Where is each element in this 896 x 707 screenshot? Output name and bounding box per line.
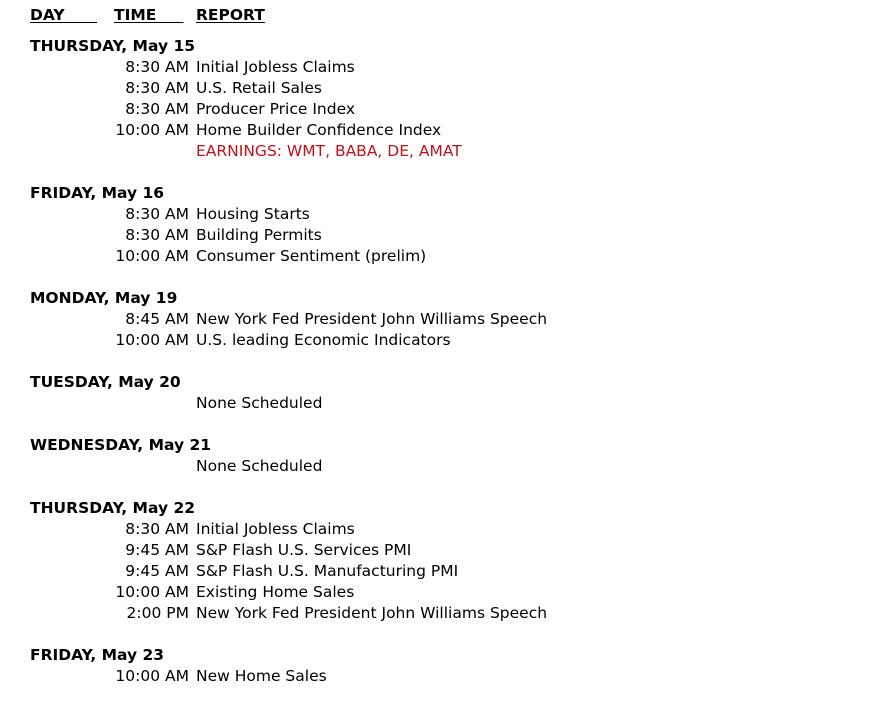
- day-block: [30, 435, 870, 477]
- event-row: [30, 204, 870, 225]
- day-title: THURSDAY, May 22: [30, 499, 196, 517]
- event-time: 2:00 PM: [126, 604, 189, 622]
- header-time: TIME: [114, 6, 184, 24]
- day-title: WEDNESDAY, May 21: [30, 436, 212, 454]
- event-time: 9:45 AM: [125, 541, 189, 559]
- event-time: 10:00 AM: [115, 331, 189, 349]
- event-time: 10:00 AM: [115, 583, 189, 601]
- day-title: MONDAY, May 19: [30, 289, 178, 307]
- event-row: [30, 603, 870, 624]
- event-row: [30, 456, 870, 477]
- event-row: [30, 330, 870, 351]
- event-time: 10:00 AM: [115, 121, 189, 139]
- event-report: Producer Price Index: [196, 100, 356, 118]
- event-report: Existing Home Sales: [196, 583, 355, 601]
- event-time: 10:00 AM: [115, 247, 189, 265]
- event-report: None Scheduled: [196, 457, 323, 475]
- event-row: [30, 393, 870, 414]
- event-row: [30, 120, 870, 141]
- event-report: Housing Starts: [196, 205, 310, 223]
- event-row: [30, 99, 870, 120]
- day-block: [30, 288, 870, 351]
- event-row: [30, 519, 870, 540]
- day-title: FRIDAY, May 23: [30, 646, 165, 664]
- event-time: 8:30 AM: [125, 58, 189, 76]
- day-list: [30, 36, 870, 687]
- event-row: [30, 225, 870, 246]
- event-row: [30, 540, 870, 561]
- economic-calendar: [30, 4, 870, 687]
- earnings-report: EARNINGS: WMT, BABA, DE, AMAT: [196, 142, 462, 160]
- event-time: 8:30 AM: [125, 520, 189, 538]
- event-report: Initial Jobless Claims: [196, 520, 355, 538]
- event-time: 8:30 AM: [125, 100, 189, 118]
- header-report: REPORT: [196, 6, 265, 24]
- header-day: DAY: [30, 6, 97, 24]
- day-block: [30, 372, 870, 414]
- event-row: [30, 141, 870, 162]
- day-title: THURSDAY, May 15: [30, 37, 196, 55]
- event-time: 9:45 AM: [125, 562, 189, 580]
- event-time: 8:30 AM: [125, 79, 189, 97]
- day-block: [30, 498, 870, 624]
- event-row: [30, 246, 870, 267]
- event-report: S&P Flash U.S. Manufacturing PMI: [196, 562, 459, 580]
- column-headers: [30, 4, 870, 26]
- event-report: S&P Flash U.S. Services PMI: [196, 541, 412, 559]
- event-row: [30, 561, 870, 582]
- day-title: TUESDAY, May 20: [30, 373, 181, 391]
- event-report: Home Builder Confidence Index: [196, 121, 442, 139]
- event-report: Initial Jobless Claims: [196, 58, 355, 76]
- day-block: [30, 36, 870, 162]
- event-row: [30, 57, 870, 78]
- event-time: 8:30 AM: [125, 205, 189, 223]
- event-report: New Home Sales: [196, 667, 327, 685]
- event-row: [30, 309, 870, 330]
- day-block: [30, 645, 870, 687]
- event-row: [30, 78, 870, 99]
- event-report: None Scheduled: [196, 394, 323, 412]
- day-title: FRIDAY, May 16: [30, 184, 165, 202]
- event-time: 10:00 AM: [115, 667, 189, 685]
- event-report: U.S. Retail Sales: [196, 79, 322, 97]
- event-row: [30, 582, 870, 603]
- event-time: 8:45 AM: [125, 310, 189, 328]
- event-report: New York Fed President John Williams Speech: [196, 604, 548, 622]
- day-block: [30, 183, 870, 267]
- event-report: New York Fed President John Williams Speech: [196, 310, 548, 328]
- event-row: [30, 666, 870, 687]
- event-report: U.S. leading Economic Indicators: [196, 331, 451, 349]
- event-report: Building Permits: [196, 226, 322, 244]
- event-time: 8:30 AM: [125, 226, 189, 244]
- event-report: Consumer Sentiment (prelim): [196, 247, 427, 265]
